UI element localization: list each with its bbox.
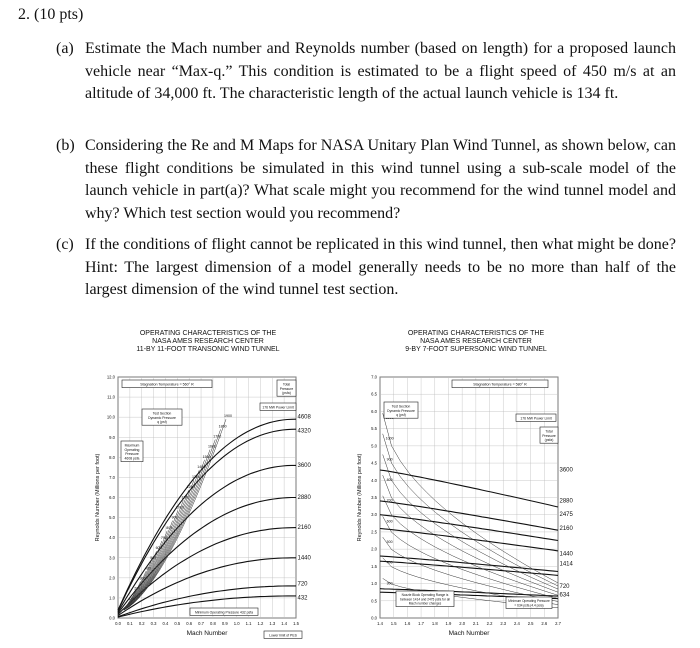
- y-tick-label: 2.5: [371, 529, 377, 535]
- x-tick-label: 0.6: [186, 621, 193, 626]
- y-tick-label: 8.0: [109, 454, 115, 460]
- total-pressure-box-line: Total: [282, 382, 291, 387]
- q-curve-label: 900: [386, 457, 393, 462]
- y-axis-label: Reynolds Number (Millions per foot): [357, 453, 363, 542]
- y-tick-label: 3.0: [109, 555, 115, 561]
- y-tick-label: 12.0: [106, 374, 115, 380]
- min-pressure-box-line: Minimum Operating Pressure 432 psfa: [194, 610, 254, 615]
- q-curve-label: 700: [386, 498, 393, 503]
- x-tick-label: 1.4: [281, 621, 288, 626]
- power-limit-box-line: 176 MW Power Limit: [262, 405, 294, 410]
- pressure-label: 2475: [559, 512, 573, 519]
- pressure-label: 4320: [297, 428, 311, 435]
- part-a-text: Estimate the Mach number and Reynolds number (based on length) for a proposed launch vehicle near “Max-q.” This condition is estimated to be a flight speed of 450 m/s at an altitude of 34,000 ft. The characteristic length of the actual launch vehicle is 134 ft.: [85, 40, 676, 102]
- y-tick-label: 0.0: [109, 615, 115, 621]
- q-curve-label: 1500: [202, 454, 211, 459]
- pressure-label: 720: [559, 584, 570, 591]
- part-a: [56, 38, 676, 106]
- x-tick-label: 0.3: [150, 621, 157, 626]
- pressure-label: 1440: [297, 555, 311, 562]
- q-curve-label: 200: [134, 586, 141, 591]
- pressure-label: 720: [297, 581, 308, 588]
- x-tick-label: 1.5: [390, 621, 397, 626]
- transonic-chart: [88, 330, 328, 640]
- x-tick-label: 1.2: [257, 621, 264, 626]
- q-curve-label: 800: [386, 478, 393, 483]
- y-tick-label: 6.0: [371, 408, 377, 414]
- y-tick-label: 1.5: [371, 563, 377, 569]
- part-b: [56, 135, 676, 225]
- q-curve-label: 800: [166, 525, 173, 530]
- y-tick-label: 0.0: [371, 615, 377, 621]
- total-pressure-box-line: Total: [545, 429, 553, 434]
- x-tick-label: 0.2: [138, 621, 145, 626]
- q-curve-label: 100: [128, 596, 135, 601]
- nozzle-note-box-line: Mach number changes: [408, 601, 442, 606]
- pressure-label: 4608: [297, 414, 311, 421]
- part-b-text: Considering the Re and M Maps for NASA Unitary Plan Wind Tunnel, as shown below, can these flight conditions be simulated in this wind tunnel using a sub-scale model of the launch vehicle in part(a)? What scale might you recommend for the wind tunnel model and why? Which test section would you recommend?: [85, 137, 676, 222]
- x-tick-label: 1.8: [431, 621, 438, 626]
- min-pressure-box-line: Minimum Operating Pressure: [508, 599, 550, 604]
- y-tick-label: 2.0: [371, 546, 377, 552]
- question-header: [18, 6, 83, 24]
- pressure-label: 3600: [559, 467, 573, 474]
- y-tick-label: 5.0: [371, 443, 377, 449]
- q-curve-label: 1100: [181, 495, 190, 500]
- question-points: (10 pts): [34, 6, 84, 23]
- pressure-label: 2880: [559, 498, 573, 505]
- max-pressure-box-line: 4608 psfa: [124, 456, 140, 461]
- total-pressure-box-line: Pressure: [279, 386, 294, 391]
- y-tick-label: 7.0: [371, 374, 377, 380]
- q-curve-label: 300: [139, 576, 146, 581]
- y-tick-label: 3.0: [371, 512, 377, 518]
- q-curve-label: 1000: [385, 436, 394, 441]
- x-tick-label: 0.8: [210, 621, 216, 626]
- pressure-label: 2880: [297, 495, 311, 501]
- q-curve-label: 1200: [186, 485, 195, 490]
- dyn-pressure-box-line: q (psf): [396, 413, 406, 418]
- pressure-label: 2160: [559, 525, 573, 532]
- y-tick-label: 11.0: [107, 394, 115, 400]
- y-tick-label: 5.0: [109, 515, 115, 521]
- dyn-pressure-box-line: q (psf): [157, 420, 167, 425]
- transonic-title-line-3: 11-BY 11-FOOT TRANSONIC WIND TUNNEL: [136, 346, 280, 353]
- x-tick-label: 1.0: [233, 621, 240, 626]
- q-curve-label: 400: [386, 560, 393, 565]
- y-tick-label: 4.0: [109, 535, 115, 541]
- x-tick-label: 2.7: [555, 621, 561, 626]
- transonic-chart-svg: [88, 330, 328, 640]
- x-tick-label: 2.2: [486, 621, 493, 626]
- supersonic-chart: [356, 330, 596, 640]
- lower-limit-box-line: Lower limit of PES: [269, 633, 297, 638]
- dyn-pressure-box-line: Dynamic Pressure: [148, 415, 176, 420]
- x-tick-label: 0.4: [162, 621, 169, 626]
- nozzle-note-box-line: Nozzle Block Operating Range is: [401, 593, 449, 598]
- x-tick-label: 1.7: [418, 621, 424, 626]
- q-curve-label: 500: [150, 556, 157, 561]
- x-axis-label: Mach Number: [448, 630, 490, 637]
- stag-temp-box-line: Stagnation Temperature = 560° R: [140, 382, 194, 387]
- y-tick-label: 7.0: [109, 474, 115, 480]
- supersonic-chart-svg: [356, 330, 596, 640]
- part-c: [56, 234, 676, 302]
- q-curve-label: 300: [386, 581, 393, 586]
- q-curve-label: 500: [386, 539, 393, 544]
- part-c-label: (c): [56, 236, 74, 253]
- y-tick-label: 4.0: [371, 477, 377, 483]
- part-c-text: If the conditions of flight cannot be replicated in this wind tunnel, then what might be done? Hint: The largest dimension of a model generally needs to be no more than half of the largest dimension of the wind tunnel test section.: [85, 236, 676, 298]
- q-curve-label: 1700: [213, 434, 222, 439]
- q-curve-label: 400: [144, 566, 151, 571]
- x-tick-label: 1.3: [269, 621, 276, 626]
- dyn-pressure-box-line: Dynamic Pressure: [387, 408, 415, 413]
- x-tick-label: 2.0: [459, 621, 466, 626]
- dyn-pressure-box-line: Test Section: [152, 411, 172, 416]
- x-tick-label: 2.1: [472, 621, 479, 626]
- question-number: 2.: [18, 6, 30, 23]
- x-tick-label: 0.1: [126, 621, 133, 626]
- max-pressure-box-line: Pressure: [125, 452, 139, 457]
- x-tick-label: 2.5: [527, 621, 534, 626]
- q-curve-label: 1800: [218, 424, 227, 429]
- y-tick-label: 1.0: [371, 581, 377, 587]
- q-curve-label: 1900: [223, 414, 232, 419]
- pressure-label: 2160: [297, 525, 311, 532]
- min-pressure-box-line: = 634 psfa (4.4 psia): [514, 603, 544, 608]
- x-tick-label: 0.7: [198, 621, 204, 626]
- x-tick-label: 0.9: [221, 621, 228, 626]
- y-tick-label: 0.5: [371, 598, 377, 604]
- supersonic-title-line-3: 9-BY 7-FOOT SUPERSONIC WIND TUNNEL: [405, 346, 547, 353]
- y-tick-label: 2.0: [109, 575, 115, 581]
- stag-temp-box-line: Stagnation Temperature = 580° R: [473, 382, 527, 387]
- total-pressure-box-line: (psfa): [544, 438, 554, 443]
- pressure-label: 432: [297, 595, 308, 602]
- q-curve-label: 700: [160, 535, 167, 540]
- pressure-label: 3600: [297, 462, 311, 469]
- y-tick-label: 1.0: [109, 595, 115, 601]
- x-tick-label: 2.3: [500, 621, 507, 626]
- y-tick-label: 10.0: [106, 414, 115, 420]
- nozzle-note-box-line: between 1414 and 2475 psfa for all: [400, 597, 450, 602]
- y-tick-label: 5.5: [371, 426, 377, 432]
- pressure-label: 634: [559, 592, 570, 599]
- transonic-title-line-1: OPERATING CHARACTERISTICS OF THE: [139, 330, 277, 337]
- x-tick-label: 1.4: [377, 621, 383, 626]
- part-b-label: (b): [56, 137, 75, 154]
- max-pressure-box-line: Maximum: [124, 443, 140, 448]
- x-tick-label: 1.1: [245, 621, 252, 626]
- total-pressure-box-line: (psfa): [282, 391, 291, 396]
- transonic-title-line-2: NASA AMES RESEARCH CENTER: [152, 338, 264, 345]
- pressure-label: 1414: [559, 561, 573, 568]
- total-pressure-box-line: Pressure: [542, 433, 556, 438]
- dyn-pressure-box-line: Test Section: [391, 404, 411, 409]
- x-tick-label: 0.0: [115, 621, 121, 626]
- y-tick-label: 4.5: [371, 460, 377, 466]
- y-tick-label: 9.0: [109, 434, 115, 440]
- x-tick-label: 1.9: [445, 621, 452, 626]
- q-curve-label: 1000: [175, 505, 184, 510]
- x-tick-label: 1.6: [404, 621, 411, 626]
- q-curve-label: 600: [386, 519, 393, 524]
- q-curve-label: 1300: [191, 475, 200, 480]
- y-tick-label: 6.5: [371, 391, 377, 397]
- supersonic-title-line-2: NASA AMES RESEARCH CENTER: [420, 338, 532, 345]
- y-tick-label: 3.5: [371, 495, 377, 500]
- y-tick-label: 6.0: [109, 495, 115, 500]
- x-axis-label: Mach Number: [186, 630, 228, 637]
- pressure-label: 1440: [559, 551, 573, 558]
- max-pressure-box-line: Operating: [124, 447, 140, 452]
- x-tick-label: 1.5: [293, 621, 299, 626]
- x-tick-label: 2.6: [541, 621, 548, 626]
- q-curve-label: 600: [155, 546, 162, 551]
- q-curve-label: 1600: [207, 444, 216, 449]
- x-tick-label: 0.5: [174, 621, 181, 626]
- q-curve-label: 900: [171, 515, 178, 520]
- y-axis-label: Reynolds Number (Millions per foot): [95, 453, 101, 542]
- power-limit-box-line: 176 MW Power Limit: [520, 416, 552, 421]
- part-a-label: (a): [56, 40, 74, 57]
- q-curve-label: 1400: [197, 464, 206, 469]
- supersonic-title-line-1: OPERATING CHARACTERISTICS OF THE: [407, 330, 545, 337]
- x-tick-label: 2.4: [514, 621, 520, 626]
